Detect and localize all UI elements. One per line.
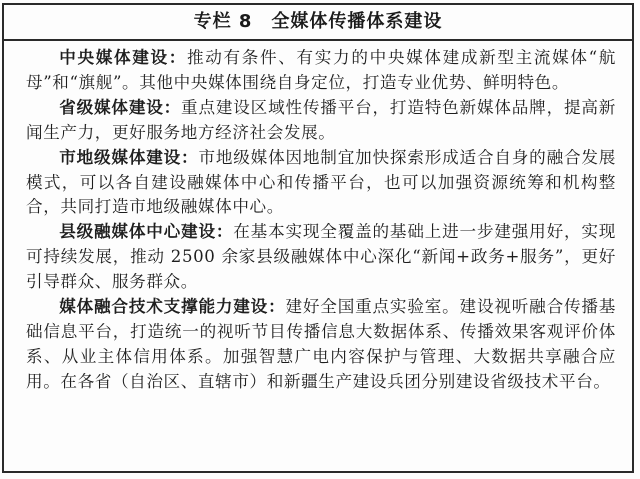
paragraph-text: 重点建设区域性传播平台，打造特色新媒体品牌，提高新闻生产力，更好服务地方经济社会发展。 bbox=[26, 97, 617, 142]
paragraph-central-media bbox=[26, 46, 616, 96]
paragraph-city-media bbox=[26, 146, 616, 221]
paragraph-text: 在基本实现全覆盖的基础上进一步建强用好，实现可持续发展，推动 2500 余家县级融媒体中心深化“新闻+政务+服务”，更好引导群众、服务群众。 bbox=[26, 222, 617, 292]
paragraph-lead: 中央媒体建设： bbox=[59, 48, 187, 67]
paragraph-text: 建好全国重点实验室。建设视听融合传播基础信息平台，打造统一的视听节目传播信息大数据体系、传播效果客观评价体系、从业主体信用体系。加强智慧广电内容保护与管理、大数据共享融合应用。在各省（自治区、直辖市）和新疆生产建设兵团分别建设省级技术平台。 bbox=[26, 297, 616, 391]
paragraph-lead: 市地级媒体建设： bbox=[59, 147, 199, 167]
paragraph-lead: 媒体融合技术支撑能力建设： bbox=[59, 297, 286, 317]
column-content bbox=[26, 46, 616, 395]
paragraph-lead: 县级融媒体中心建设： bbox=[59, 222, 234, 242]
paragraph-text: 推动有条件、有实力的中央媒体建成新型主流媒体“航母”和“旗舰”。其他中央媒体围绕自身定位，打造专业优势、鲜明特色。 bbox=[26, 48, 616, 92]
paragraph-tech-support bbox=[26, 295, 616, 395]
paragraph-provincial-media bbox=[26, 96, 616, 146]
paragraph-county-media-center bbox=[26, 220, 616, 295]
paragraph-lead: 省级媒体建设： bbox=[59, 97, 182, 117]
column-title: 专栏 8 全媒体传播体系建设 bbox=[4, 5, 632, 41]
paragraph-text: 市地级媒体因地制宜加快探索形成适合自身的融合发展模式，可以各自建设融媒体中心和传播平台，也可以加强资源统筹和机构整合，共同打造市地级融媒体中心。 bbox=[26, 147, 616, 217]
